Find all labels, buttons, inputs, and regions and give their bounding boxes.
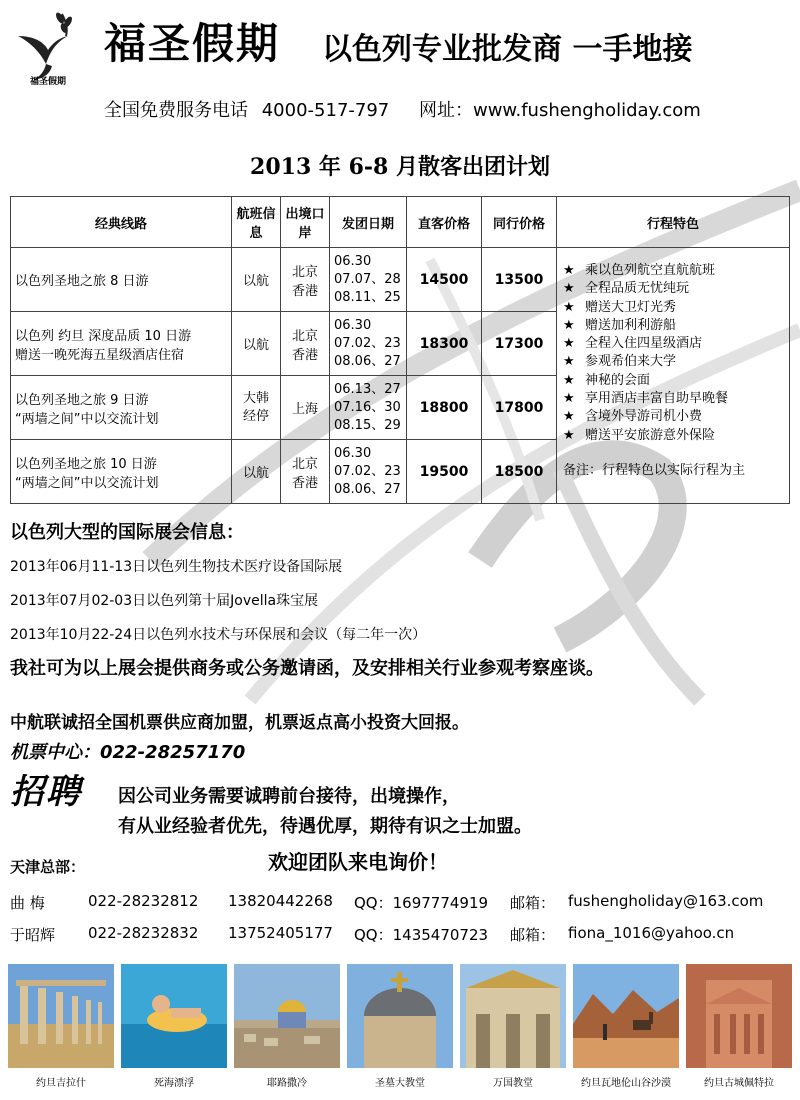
route-cell (11, 312, 232, 376)
airline-cell: 以航 (232, 312, 281, 376)
brand-name: 福圣假期 (104, 19, 281, 68)
port-name: 上海 (291, 402, 318, 417)
departure-date: 07.02、23 (334, 335, 401, 351)
airline-cell: 以航 (232, 440, 281, 504)
departure-date: 07.07、28 (334, 271, 401, 287)
airline-cell: 以航 (232, 248, 281, 312)
contact-mobile: 13752405177 (228, 924, 333, 942)
hiring-text-line: 有从业经验者优先，待遇优厚，期待有识之士加盟。 (118, 816, 532, 837)
feature-text: 乘以色列航空直航航班 (585, 263, 716, 278)
route-subtitle: 赠送一晚死海五星级酒店住宿 (15, 347, 185, 363)
route-cell (11, 248, 232, 312)
contact-email-label: 邮箱： (510, 926, 556, 944)
star-icon: ★ (563, 354, 575, 370)
expo-item: 2013年07月02-03日以色列第十届Jovella珠宝展 (10, 593, 319, 609)
plan-title: 2013 年 6-8 月散客出团计划 (250, 154, 550, 180)
port-name: 香港 (291, 347, 318, 363)
photo-caption: 约旦吉拉什 (36, 1078, 86, 1089)
airline-name: 大韩经停 (242, 390, 269, 424)
welcome-inquiry-text: 欢迎团队来电询价！ (268, 850, 448, 874)
star-icon: ★ (563, 281, 575, 297)
contact-phone: 022-28232812 (88, 892, 199, 910)
star-icon: ★ (563, 409, 575, 425)
airline-cell (232, 376, 281, 440)
website-url: www.fushengholiday.com (472, 100, 701, 121)
departure-date: 06.30 (334, 253, 372, 269)
ticket-center-phone: 机票中心：022-28257170 (10, 742, 246, 763)
feature-item (563, 427, 783, 445)
feature-text: 赠送大卫灯光秀 (585, 299, 677, 315)
features-note: 备注：行程特色以实际行程为主 (563, 462, 746, 478)
port-cell (281, 248, 330, 312)
feature-text: 全程入住四星级酒店 (585, 336, 703, 352)
contact-row (10, 924, 800, 944)
direct-price-cell: 19500 (407, 440, 482, 504)
website-label: 网址： (418, 100, 473, 121)
header-port: 出境口岸 (281, 197, 330, 248)
contact-mobile: 13820442268 (228, 892, 333, 910)
header-route: 经典线路 (11, 197, 232, 248)
route-name: 以色列圣地之旅 9 日游 (15, 392, 149, 408)
header-peer-price: 同行价格 (482, 197, 557, 248)
photo-caption: 耶路撒冷 (267, 1078, 307, 1089)
expo-heading: 以色列大型的国际展会信息： (10, 522, 244, 543)
peer-price-cell: 17300 (482, 312, 557, 376)
departure-date: 07.02、23 (334, 463, 401, 479)
port-cell (281, 312, 330, 376)
port-name: 香港 (291, 283, 318, 299)
contact-email-label: 邮箱： (510, 894, 556, 912)
header-dates: 发团日期 (330, 197, 407, 248)
contact-email[interactable]: fushengholiday@163.com (568, 892, 764, 910)
departure-date: 07.16、30 (334, 399, 401, 415)
route-subtitle: “两墙之间”中以交流计划 (15, 475, 159, 491)
route-cell (11, 440, 232, 504)
hotline-and-website (104, 96, 709, 122)
departure-date: 06.30 (334, 317, 372, 333)
photo-caption: 死海漂浮 (154, 1078, 194, 1089)
feature-text: 参观希伯来大学 (585, 354, 677, 370)
port-name: 香港 (291, 475, 318, 491)
star-icon: ★ (563, 317, 575, 333)
feature-item (563, 353, 783, 371)
expo-item: 2013年10月22-24日以色列水技术与环保展和会议（每二年一次） (10, 627, 427, 643)
route-name: 以色列 约旦 深度品质 10 日游 (15, 328, 192, 344)
hotline-label: 全国免费服务电话 (104, 100, 248, 121)
logo-text: 福圣假期 (30, 77, 67, 87)
header-features: 行程特色 (557, 197, 790, 248)
feature-item (563, 280, 783, 298)
contact-email[interactable]: fiona_1016@yahoo.cn (568, 924, 735, 942)
route-name: 以色列圣地之旅 8 日游 (15, 274, 149, 289)
dates-cell (330, 376, 407, 440)
feature-item (563, 335, 783, 353)
star-icon: ★ (563, 427, 575, 443)
photo-caption: 约旦瓦地伦山谷沙漠 (581, 1078, 671, 1089)
contact-name: 曲 梅 (10, 894, 45, 912)
star-icon: ★ (563, 336, 575, 352)
table-row (11, 248, 790, 312)
header-direct-price: 直客价格 (407, 197, 482, 248)
peer-price-cell: 17800 (482, 376, 557, 440)
departure-date: 06.30 (334, 445, 372, 461)
feature-text: 含境外导游司机小费 (585, 409, 703, 425)
feature-text: 享用酒店丰富自助早晚餐 (585, 391, 729, 407)
feature-text: 赠送加利利游船 (585, 317, 677, 333)
photo-holy-sepulchre (347, 964, 453, 1068)
photo-caption: 约旦古城佩特拉 (704, 1078, 774, 1089)
departure-date: 08.06、27 (334, 481, 401, 497)
feature-text: 赠送平安旅游意外保险 (585, 427, 716, 443)
port-cell (281, 376, 330, 440)
direct-price-cell: 18300 (407, 312, 482, 376)
star-icon: ★ (563, 372, 575, 388)
photo-petra (686, 964, 792, 1068)
direct-price-cell: 18800 (407, 376, 482, 440)
contact-qq: QQ：1435470723 (354, 926, 489, 944)
invitation-service-text: 我社可为以上展会提供商务或公务邀请函，及安排相关行业参观考察座谈。 (10, 658, 604, 679)
port-name: 北京 (291, 456, 318, 472)
photo-church-of-all-nations (460, 964, 566, 1068)
contact-row (10, 892, 800, 912)
photo-wadi-rum (573, 964, 679, 1068)
table-header-row (11, 197, 790, 248)
hiring-text-line: 因公司业务需要诚聘前台接待，出境操作， (118, 786, 460, 807)
star-icon: ★ (563, 391, 575, 407)
departure-date: 08.11、25 (334, 289, 401, 305)
photo-jerash (8, 964, 114, 1068)
ticket-agent-recruit-text: 中航联诚招全国机票供应商加盟，机票返点高小投资大回报。 (10, 713, 469, 733)
feature-text: 全程品质无忧纯玩 (585, 281, 690, 297)
header-airline: 航班信息 (232, 197, 281, 248)
contact-qq: QQ：1697774919 (354, 894, 489, 912)
contact-phone: 022-28232832 (88, 924, 199, 942)
feature-item (563, 317, 783, 335)
brand-tagline: 以色列专业批发商 一手地接 (322, 32, 693, 67)
departure-date: 08.15、29 (334, 417, 401, 433)
dates-cell (330, 440, 407, 504)
hotline-number: 4000-517-797 (261, 100, 390, 121)
feature-item (563, 299, 783, 317)
dates-cell (330, 312, 407, 376)
hiring-label: 招聘 (10, 772, 82, 812)
feature-item (563, 408, 783, 426)
route-name: 以色列圣地之旅 10 日游 (15, 456, 157, 472)
headquarters-label: 天津总部： (10, 858, 86, 876)
port-name: 北京 (291, 328, 318, 344)
direct-price-cell: 14500 (407, 248, 482, 312)
port-name: 北京 (291, 264, 318, 280)
departure-date: 06.13、27 (334, 381, 401, 397)
star-icon: ★ (563, 263, 575, 278)
photo-dead-sea (121, 964, 227, 1068)
photo-caption: 万国教堂 (493, 1078, 533, 1089)
contact-name: 于昭辉 (10, 926, 56, 944)
feature-text: 神秘的会面 (585, 372, 651, 388)
peer-price-cell: 13500 (482, 248, 557, 312)
star-icon: ★ (563, 299, 575, 315)
photo-caption: 圣墓大教堂 (375, 1078, 425, 1089)
peer-price-cell: 18500 (482, 440, 557, 504)
feature-item (563, 262, 783, 280)
dates-cell (330, 248, 407, 312)
route-cell (11, 376, 232, 440)
departure-date: 08.06、27 (334, 353, 401, 369)
expo-item: 2013年06月11-13日以色列生物技术医疗设备国际展 (10, 559, 343, 575)
port-cell (281, 440, 330, 504)
features-cell (557, 248, 790, 504)
tour-schedule-table (10, 196, 790, 504)
route-subtitle: “两墙之间”中以交流计划 (15, 411, 159, 427)
feature-item (563, 372, 783, 390)
photo-jerusalem (234, 964, 340, 1068)
feature-item (563, 390, 783, 408)
